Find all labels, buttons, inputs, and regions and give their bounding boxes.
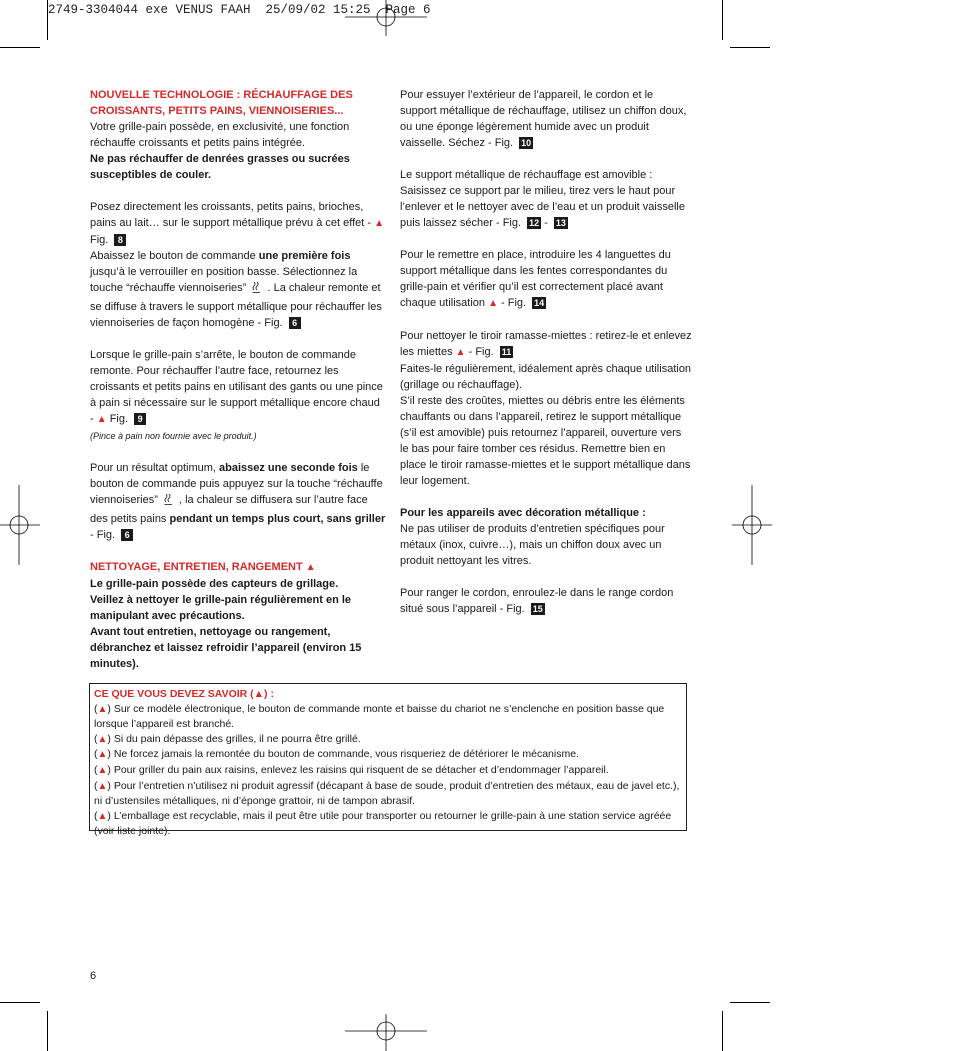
warning-triangle-icon: ▲ [96,414,107,425]
notice-item: (▲) Ne forcez jamais la remontée du bouton de commande, vous risqueriez de détériorer le mécanisme. [94,748,579,761]
subheading-metal-decoration: Pour les appareils avec décoration métallique : [400,507,646,519]
footnote: (Pince à pain non fournie avec le produit.) [90,431,257,441]
warning-paragraph: Ne pas réchauffer de denrées grasses ou sucrées susceptibles de couler. [90,153,350,181]
paragraph: Avant tout entretien, nettoyage ou rangement, débranchez et laissez refroidir l’appareil (environ 15 minutes). [90,626,362,670]
figure-ref-badge: 11 [501,347,512,357]
notice-item: (▲) Pour griller du pain aux raisins, enlevez les raisins qui risquent de se détacher et d’endommager l’appareil. [94,763,609,776]
warning-triangle-icon: ▲ [97,733,108,745]
warning-triangle-icon: ▲ [305,562,316,573]
section-heading-cleaning: NETTOYAGE, ENTRETIEN, RANGEMENT ▲ [90,561,316,573]
paragraph: Ne pas utiliser de produits d’entretien spécifiques pour métaux (inox, cuivre…), mais un chiffon doux avec un produit nettoyant les vitres. [400,523,665,567]
figure-ref-badge: 6 [121,529,133,541]
paragraph: Lorsque le grille-pain s’arrête, le bouton de commande remonte. Pour réchauffer l’autre face, retournez les croissants et petits pains en utilisant des gants ou une pince à pain si nécessaire sur le support métallique encore chaud - ▲ Fig. 9 [90,349,383,425]
figure-ref-badge: 10 [521,138,532,148]
warning-triangle-icon: ▲ [374,218,385,229]
page-number: 6 [90,970,97,982]
notice-box [89,683,687,838]
paragraph: Pour un résultat optimum, abaissez une seconde fois le bouton de commande puis appuyez sur la touche “réchauffe viennoiseries” , la chaleur se diffusera sur l’autre face des petits pains pendant un temps plus court, sans griller - Fig. 6 [90,462,386,541]
left-column [90,87,386,672]
warning-triangle-icon: ▲ [97,703,108,715]
notice-item: (▲) Pour l’entretien n’utilisez ni produit agressif (décapant à base de soude, produit d’entretien des métaux, eau de javel etc.), ni d’ustensiles métalliques, ni d’éponge grattoir, ni de tampon abrasif. [94,779,680,808]
registration-mark-top [345,0,427,40]
pastry-heat-icon [164,493,173,511]
warning-triangle-icon: ▲ [97,810,108,822]
paragraph: S’il reste des croûtes, miettes ou débris entre les éléments chauffants ou dans l’appareil, retirez le support métallique (s’il est amovible) puis retournez l’appareil, ouverture vers le bas pour faire tomber ces résidus. Remettre bien en place le tiroir ramasse-miettes et le support métallique dans leur logement. [400,395,691,487]
pastry-heat-icon [252,281,261,299]
paragraph: Pour essuyer l’extérieur de l’appareil, le cordon et le support métallique de réchauffage, utilisez un chiffon doux, ou une éponge légèrement humide avec un produit vaisselle. Séchez - Fig. 10 [400,89,687,149]
registration-mark-right [732,485,772,565]
print-slug: 2749-3304044 exe VENUS FAAH 25/09/02 15:25 Page 6 [48,3,431,17]
paragraph: Le support métallique de réchauffage est amovible : Saisissez ce support par le milieu, tirez vers le haut pour l’enlever et le nettoyer avec de l’eau et un produit vaisselle puis laissez sécher - Fig. 12 - 13 [400,169,685,229]
figure-ref-badge: 13 [555,218,566,228]
warning-triangle-icon: ▲ [97,764,108,776]
warning-triangle-icon: ▲ [455,347,466,358]
figure-ref-badge: 9 [134,413,146,425]
paragraph: Pour nettoyer le tiroir ramasse-miettes : retirez-le et enlevez les miettes ▲ - Fig. 11 [400,330,692,358]
section-heading-technology: NOUVELLE TECHNOLOGIE : RÉCHAUFFAGE DES CROISSANTS, PETITS PAINS, VIENNOISERIES... [90,89,353,117]
right-column [400,87,692,617]
notice-item: (▲) Si du pain dépasse des grilles, il ne pourra être grillé. [94,732,361,745]
notice-item: (▲) L’emballage est recyclable, mais il peut être utile pour transporter ou retourner le grille-pain à une station service agréée (voir liste jointe). [94,809,672,838]
registration-mark-bottom [345,1012,427,1051]
figure-ref-badge: 12 [529,218,540,228]
warning-triangle-icon: ▲ [97,780,108,792]
notice-title: CE QUE VOUS DEVEZ SAVOIR (▲) : [94,688,274,700]
paragraph: Posez directement les croissants, petits pains, brioches, pains au lait… sur le support métallique prévu à cet effet - ▲ Fig. 8 [90,201,385,246]
paragraph: Faites-le régulièrement, idéalement après chaque utilisation (grillage ou réchauffage). [400,363,692,391]
warning-triangle-icon: ▲ [488,298,498,309]
registration-mark-left [0,485,40,565]
paragraph: Pour le remettre en place, introduire les 4 languettes du support métallique dans les fentes correspondantes du grille-pain et vérifier qu’il est correctement placé avant chaque utilisation ▲ - Fig. 14 [400,249,671,309]
figure-ref-badge: 15 [532,604,543,614]
paragraph: Le grille-pain possède des capteurs de grillage. [90,578,339,590]
figure-ref-badge: 6 [289,317,301,329]
paragraph: Abaissez le bouton de commande une première fois jusqu’à le verrouiller en position basse. Sélectionnez la touche “réchauffe viennoiseries” . La chaleur remonte et se diffuse à travers le support métallique pour réchauffer les viennoiseries de façon homogène - Fig. 6 [90,250,382,329]
notice-item: (▲) Sur ce modèle électronique, le bouton de commande monte et baisse du chariot ne s’enclenche en position basse que lorsque l’appareil est branché. [94,702,665,731]
warning-triangle-icon: ▲ [97,749,108,761]
paragraph: Votre grille-pain possède, en exclusivité, une fonction réchauffe croissants et petits pains intégrée. [90,121,350,149]
figure-ref-badge: 14 [534,298,545,308]
paragraph: Veillez à nettoyer le grille-pain régulièrement en le manipulant avec précautions. [90,594,352,622]
figure-ref-badge: 8 [114,234,126,246]
paragraph: Pour ranger le cordon, enroulez-le dans le range cordon situé sous l’appareil - Fig. 15 [400,587,674,615]
